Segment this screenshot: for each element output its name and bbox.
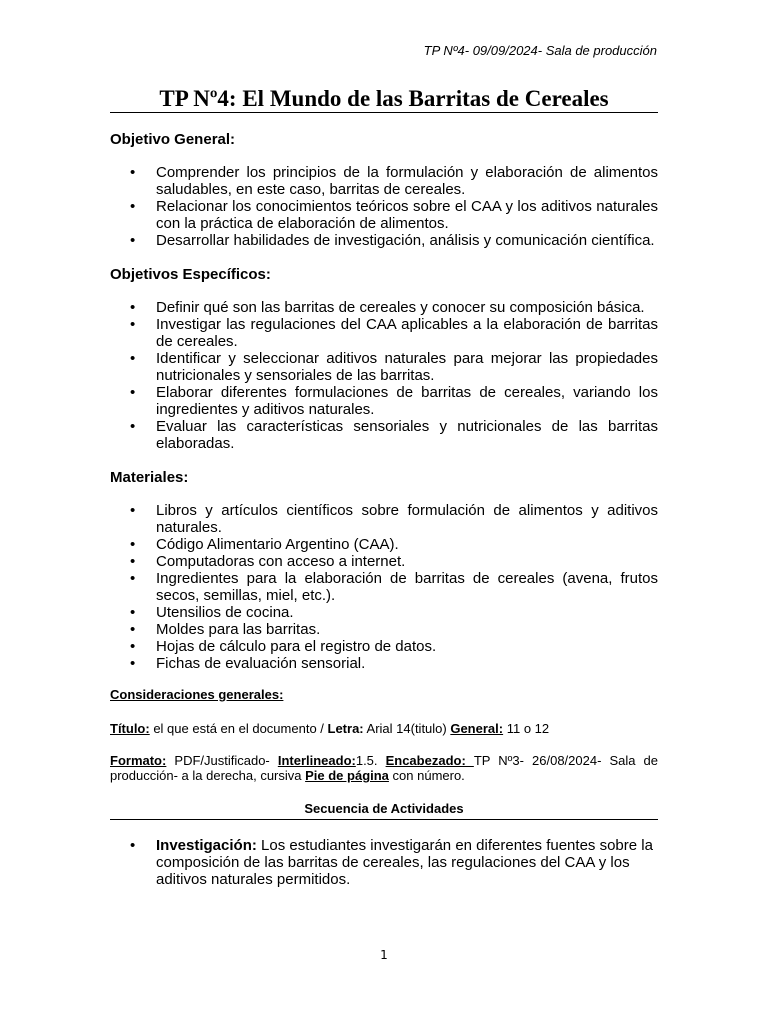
activity-label: Investigación:: [156, 837, 257, 854]
titulo-letra-paragraph: [110, 721, 658, 736]
pie-label: Pie de página: [305, 768, 389, 783]
bullet-icon: •: [130, 350, 136, 367]
letra-text: Arial 14(titulo): [363, 721, 451, 736]
objetivos-especificos-heading: Objetivos Específicos:: [110, 266, 271, 283]
bullet-icon: •: [130, 384, 136, 401]
bullet-icon: •: [130, 570, 136, 587]
list-item: • Evaluar las características sensoriales y nutricionales de las barritas elaboradas.: [130, 418, 658, 452]
interlineado-text: 1.5.: [355, 753, 386, 768]
list-item: • Utensilios de cocina.: [130, 604, 294, 621]
secuencia-list: [110, 837, 658, 888]
list-item: • Computadoras con acceso a internet.: [130, 553, 406, 570]
bullet-icon: •: [130, 502, 136, 519]
list-item: • Definir qué son las barritas de cereales y conocer su composición básica.: [130, 299, 645, 316]
bullet-icon: •: [130, 604, 136, 621]
list-item: • Investigar las regulaciones del CAA aplicables a la elaboración de barritas de cereales.: [130, 316, 658, 350]
bullet-icon: •: [130, 299, 136, 316]
bullet-icon: •: [130, 316, 136, 333]
list-item: • Hojas de cálculo para el registro de datos.: [130, 638, 437, 655]
general-text: 11 o 12: [503, 721, 550, 736]
formato-paragraph: [110, 753, 658, 783]
bullet-icon: •: [130, 198, 136, 215]
secuencia-heading: Secuencia de Actividades: [110, 801, 658, 820]
letra-label: Letra:: [327, 721, 364, 736]
list-item: • Libros y artículos científicos sobre formulación de alimentos y aditivos naturales.: [130, 502, 658, 536]
bullet-icon: •: [130, 232, 136, 249]
materiales-heading: Materiales:: [110, 469, 189, 486]
list-item: • Fichas de evaluación sensorial.: [130, 655, 366, 672]
general-label: General:: [450, 721, 504, 736]
encabezado-label: Encabezado:: [385, 753, 474, 768]
list-item: • Identificar y seleccionar aditivos naturales para mejorar las propiedades nutricionales y sensoriales de las barritas.: [130, 350, 658, 384]
encabezado-text: TP Nº3- 26/08/2024- Sala de producción- a la derecha, cursiva: [110, 753, 659, 783]
formato-text: PDF/Justificado-: [166, 753, 278, 768]
interlineado-label: Interlineado:: [277, 753, 356, 768]
materiales-list: [110, 502, 658, 672]
list-item: • Moldes para las barritas.: [130, 621, 321, 638]
document-title: TP Nº4: El Mundo de las Barritas de Cereales: [159, 86, 609, 111]
list-item: • Desarrollar habilidades de investigación, análisis y comunicación científica.: [130, 232, 655, 249]
pie-text: con número.: [388, 768, 465, 783]
titulo-text: el que está en el documento /: [149, 721, 328, 736]
bullet-icon: •: [130, 837, 136, 854]
bullet-icon: •: [130, 638, 136, 655]
activity-text: Los estudiantes investigarán en diferentes fuentes sobre la composición de las barritas de cereales, las regulaciones del CAA y los aditivos naturales permitidos.: [156, 837, 653, 888]
consideraciones-heading: Consideraciones generales:: [110, 687, 284, 702]
bullet-icon: •: [130, 621, 136, 638]
list-item: • Relacionar los conocimientos teóricos sobre el CAA y los aditivos naturales con la práctica de elaboración de alimentos.: [130, 198, 658, 232]
objetivo-general-list: [110, 164, 658, 249]
title-underline: [110, 112, 658, 113]
bullet-icon: •: [130, 536, 136, 553]
list-item: • Ingredientes para la elaboración de barritas de cereales (avena, frutos secos, semillas, miel, etc.).: [130, 570, 658, 604]
document-body: [110, 128, 658, 905]
objetivos-especificos-list: [110, 299, 658, 452]
page-number: 1: [380, 948, 388, 962]
formato-label: Formato:: [110, 753, 167, 768]
list-item: [110, 837, 658, 888]
list-item: • Código Alimentario Argentino (CAA).: [130, 536, 399, 553]
page-header: TP Nº4- 09/09/2024- Sala de producción: [423, 43, 657, 58]
list-item: • Elaborar diferentes formulaciones de barritas de cereales, variando los ingredientes y aditivos naturales.: [130, 384, 658, 418]
bullet-icon: •: [130, 164, 136, 181]
list-item: • Comprender los principios de la formulación y elaboración de alimentos saludables, en este caso, barritas de cereales.: [130, 164, 658, 198]
titulo-label: Título:: [110, 721, 150, 736]
bullet-icon: •: [130, 418, 136, 435]
objetivo-general-heading: Objetivo General:: [110, 131, 236, 148]
bullet-icon: •: [130, 553, 136, 570]
bullet-icon: •: [130, 655, 136, 672]
